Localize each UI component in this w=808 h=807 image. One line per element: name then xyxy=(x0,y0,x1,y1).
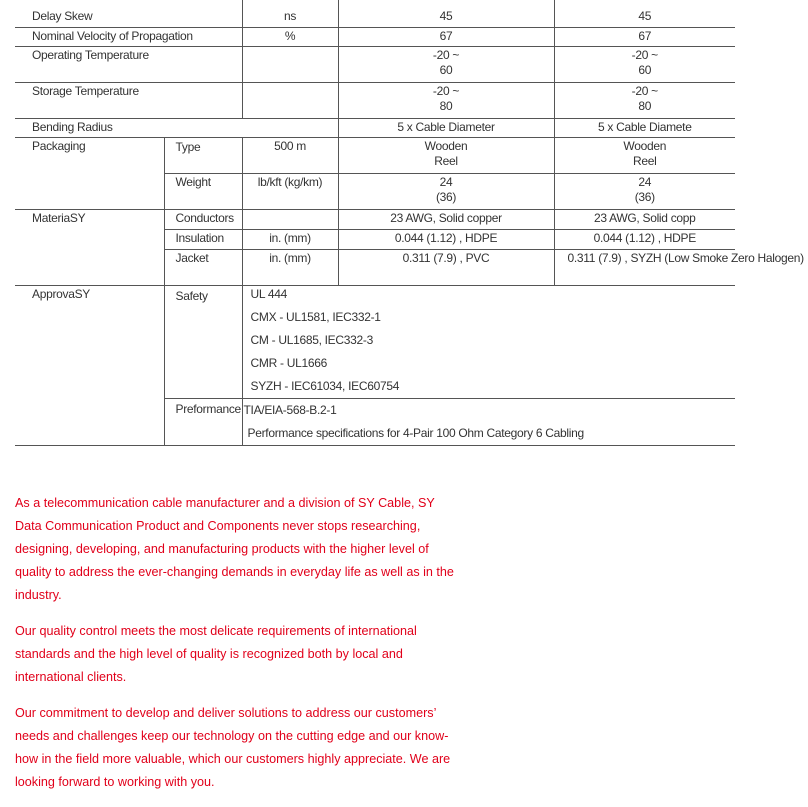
value-line: 60 xyxy=(439,62,453,77)
param-label: Nominal Velocity of Propagation xyxy=(15,27,242,46)
param-label: Bending Radius xyxy=(15,118,338,137)
performance-list xyxy=(242,398,735,445)
value-cell xyxy=(554,82,735,118)
table-row-packaging-type xyxy=(15,137,735,173)
unit-cell: ns xyxy=(242,0,338,27)
value-cell: 0.311 (7.9) , PVC xyxy=(338,249,554,285)
group-label-materials: MateriaSY xyxy=(15,209,164,285)
sub-label: Insulation xyxy=(164,229,242,249)
unit-cell xyxy=(242,82,338,118)
value-cell: 0.044 (1.12) , HDPE xyxy=(554,229,735,249)
value-line: 80 xyxy=(638,98,652,113)
value-cell: 23 AWG, Solid copper xyxy=(338,209,554,229)
value-cell xyxy=(554,46,735,82)
unit-cell: lb/kft (kg/km) xyxy=(242,173,338,209)
param-label: Storage Temperature xyxy=(15,82,242,118)
value-cell xyxy=(554,137,735,173)
value-cell: 0.044 (1.12) , HDPE xyxy=(338,229,554,249)
about-paragraph-3: Our commitment to develop and deliver solutions to address our customers’ needs and challenges keep our technology on the cutting edge and our know-how in the field more valuable, which our customers highly appreciate. We are looking forward to working with you. xyxy=(15,706,451,789)
table-row-bending-radius xyxy=(15,118,735,137)
sub-label: Safety xyxy=(164,285,242,398)
sub-label: Weight xyxy=(164,173,242,209)
unit-cell: % xyxy=(242,27,338,46)
value-line: -20 ~ xyxy=(432,83,460,98)
value-line: 24 xyxy=(439,174,453,189)
sub-label: Conductors xyxy=(164,209,242,229)
about-paragraph-1: As a telecommunication cable manufacturer and a division of SY Cable, SY Data Communication Product and Components never stops researching, designing, developing, and manufacturing products with the higher level of quality to address the ever-changing demands in everyday life as well as in the industry. xyxy=(15,496,454,602)
value-cell: 5 x Cable Diameter xyxy=(338,118,554,137)
about-paragraph-2: Our quality control meets the most delicate requirements of international standards and the high level of quality is recognized both by local and international clients. xyxy=(15,624,417,684)
table-row-operating-temp xyxy=(15,46,735,82)
sub-label: Jacket xyxy=(164,249,242,285)
approval-item: CMR - UL1666 xyxy=(250,355,327,370)
value-line: 60 xyxy=(638,62,652,77)
value-cell: 67 xyxy=(338,27,554,46)
table-row-delay-skew xyxy=(15,0,735,27)
jacket-wrapped-value: 0.311 (7.9) , SYZH (Low Smoke Zero Halogen) xyxy=(567,250,804,265)
value-line: 24 xyxy=(638,174,652,189)
value-cell xyxy=(554,249,804,285)
value-cell xyxy=(554,173,735,209)
param-label: Delay Skew xyxy=(15,0,242,27)
performance-item: Performance specifications for 4-Pair 100 Ohm Category 6 Cabling xyxy=(247,425,584,440)
value-cell xyxy=(338,137,554,173)
unit-cell xyxy=(242,46,338,82)
value-line: -20 ~ xyxy=(631,83,658,98)
param-label: Operating Temperature xyxy=(15,46,242,82)
unit-cell: in. (mm) xyxy=(242,249,338,285)
group-label-approvals: ApprovaSY xyxy=(15,285,164,445)
value-line: Wooden xyxy=(424,138,468,153)
value-line: -20 ~ xyxy=(631,47,658,62)
about-company-text xyxy=(15,492,455,807)
performance-item: TIA/EIA-568-B.2-1 xyxy=(243,402,337,417)
table-row-safety xyxy=(15,285,735,398)
value-line: (36) xyxy=(634,189,655,204)
value-line: 80 xyxy=(439,98,453,113)
value-cell: 45 xyxy=(554,0,735,27)
unit-cell: 500 m xyxy=(242,137,338,173)
value-line: -20 ~ xyxy=(432,47,460,62)
value-cell xyxy=(338,82,554,118)
approval-item: CM - UL1685, IEC332-3 xyxy=(250,332,373,347)
value-line: Wooden xyxy=(623,138,667,153)
value-cell: 5 x Cable Diamete xyxy=(554,118,735,137)
table-row-conductors xyxy=(15,209,735,229)
approval-item: SYZH - IEC61034, IEC60754 xyxy=(250,378,400,393)
approval-item: UL 444 xyxy=(250,286,287,301)
value-cell: 45 xyxy=(338,0,554,27)
approval-list xyxy=(242,285,735,398)
sub-label: Type xyxy=(164,137,242,173)
value-line: Reel xyxy=(633,153,657,168)
value-line: Reel xyxy=(434,153,458,168)
value-line: (36) xyxy=(435,189,457,204)
unit-cell xyxy=(242,209,338,229)
value-cell: 67 xyxy=(554,27,735,46)
group-label-packaging: Packaging xyxy=(15,137,164,209)
table-row-nvp xyxy=(15,27,735,46)
unit-cell: in. (mm) xyxy=(242,229,338,249)
value-cell xyxy=(338,46,554,82)
sub-label: Preformance xyxy=(164,398,242,445)
value-cell xyxy=(338,173,554,209)
spec-table xyxy=(15,0,804,446)
table-row-storage-temp xyxy=(15,82,735,118)
approval-item: CMX - UL1581, IEC332-1 xyxy=(250,309,381,324)
value-cell: 23 AWG, Solid copp xyxy=(554,209,735,229)
